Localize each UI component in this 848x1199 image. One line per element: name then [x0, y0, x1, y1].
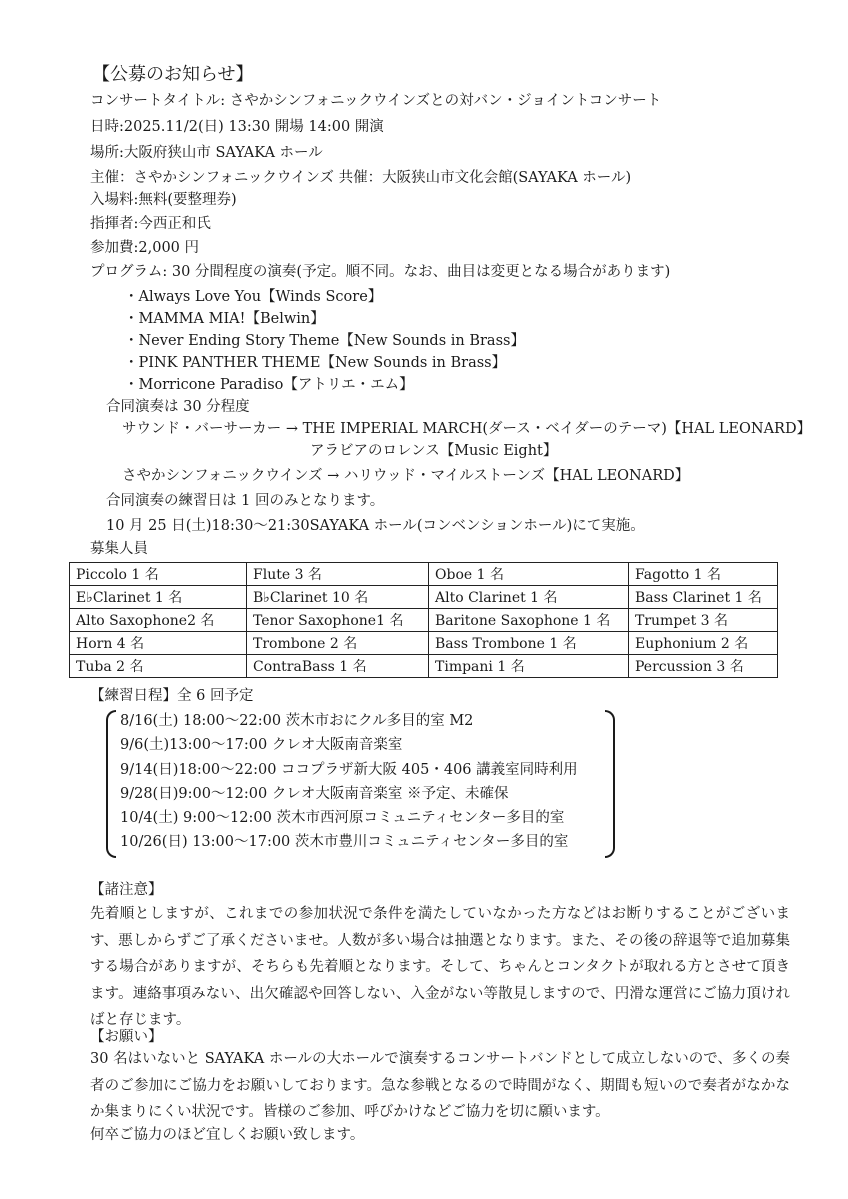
table-cell: Bass Trombone 1 名	[429, 632, 629, 655]
schedule-bracket-right	[605, 710, 615, 858]
joint-line: サウンド・バーサーカー → THE IMPERIAL MARCH(ダース・ベイダーのテーマ)【HAL LEONARD】	[122, 421, 812, 437]
notes-heading: 【諸注意】	[90, 882, 163, 898]
program-item: ・MAMMA MIA!【Belwin】	[124, 311, 325, 327]
table-cell: E♭Clarinet 1 名	[70, 586, 247, 609]
program-item: ・Never Ending Story Theme【New Sounds in Brass】	[124, 333, 525, 349]
concert-admission: 入場料:無料(要整理券)	[90, 192, 237, 208]
concert-date: 日時:2025.11/2(日) 13:30 開場 14:00 開演	[90, 119, 384, 135]
table-cell: Fagotto 1 名	[629, 563, 778, 586]
concert-place: 場所:大阪府狭山市 SAYAKA ホール	[90, 145, 323, 161]
table-cell: Trombone 2 名	[247, 632, 429, 655]
recruit-heading: 募集人員	[90, 541, 148, 557]
table-row	[70, 609, 778, 632]
program-item: ・PINK PANTHER THEME【New Sounds in Brass】	[124, 355, 507, 371]
concert-organizer: 主催：さやかシンフォニックウインズ 共催：大阪狭山市文化会館(SAYAKA ホール)	[90, 170, 632, 186]
schedule-item: 10/4(土) 9:00～12:00 茨木市西河原コミュニティセンター多目的室	[120, 810, 565, 826]
notes-text: 先着順としますが、これまでの参加状況で条件を満たしていなかった方などはお断りすることがございます、悪しからずご了承くださいませ。人数が多い場合は抽選となります。また、その後の辞退等で追加募集する場合がありますが、そちらも先着順となります。そして、ちゃんとコンタクトが取れる方とさせて頂きます。連絡事項みない、出欠確認や回答しない、入金がない等散見しますので、円滑な運営にご協力頂ければと存じます。	[90, 906, 790, 1028]
table-cell: ContraBass 1 名	[247, 655, 429, 678]
table-row	[70, 563, 778, 586]
table-cell: Horn 4 名	[70, 632, 247, 655]
schedule-bracket-left	[106, 710, 116, 858]
concert-title: コンサートタイトル: さやかシンフォニックウインズとの対バン・ジョイントコンサート	[90, 93, 662, 109]
joint-line: アラビアのロレンス【Music Eight】	[310, 443, 558, 459]
program-heading: プログラム: 30 分間程度の演奏(予定。順不同。なお、曲目は変更となる場合があります)	[90, 264, 671, 280]
schedule-item: 9/14(日)18:00～22:00 ココプラザ新大阪 405・406 講義室同時利用	[120, 762, 578, 778]
table-cell: Tenor Saxophone1 名	[247, 609, 429, 632]
table-cell: B♭Clarinet 10 名	[247, 586, 429, 609]
table-cell: Bass Clarinet 1 名	[629, 586, 778, 609]
table-cell: Trumpet 3 名	[629, 609, 778, 632]
table-cell: Baritone Saxophone 1 名	[429, 609, 629, 632]
joint-line: さやかシンフォニックウインズ → ハリウッド・マイルストーンズ【HAL LEONARD】	[122, 468, 690, 484]
joint-heading: 合同演奏は 30 分程度	[106, 399, 250, 415]
table-cell: Flute 3 名	[247, 563, 429, 586]
schedule-item: 9/28(日)9:00～12:00 クレオ大阪南音楽室 ※予定、未確保	[120, 786, 509, 802]
request-text: 30 名はいないと SAYAKA ホールの大ホールで演奏するコンサートバンドとして成立しないので、多くの奏者のご参加にご協力をお願いしております。急な参戦となるので時間がなく、期間も短いので奏者がなかなか集まりにくい状況です。皆様のご参加、呼びかけなどご協力を切に願います。	[90, 1051, 790, 1120]
table-row	[70, 655, 778, 678]
schedule-item: 10/26(日) 13:00～17:00 茨木市豊川コミュニティセンター多目的室	[120, 834, 569, 850]
table-cell: Euphonium 2 名	[629, 632, 778, 655]
joint-practice-note: 合同演奏の練習日は 1 回のみとなります。	[106, 493, 385, 509]
schedule-item: 8/16(土) 18:00～22:00 茨木市おにクル多目的室 M2	[120, 713, 474, 729]
schedule-item: 9/6(土)13:00～17:00 クレオ大阪南音楽室	[120, 737, 403, 753]
table-cell: Oboe 1 名	[429, 563, 629, 586]
recruit-table	[69, 562, 778, 678]
table-cell: Tuba 2 名	[70, 655, 247, 678]
program-item: ・Morricone Paradiso【アトリエ・エム】	[124, 377, 414, 393]
request-heading: 【お願い】	[90, 1029, 163, 1045]
program-item: ・Always Love You【Winds Score】	[124, 289, 383, 305]
participation-fee: 参加費:2,000 円	[90, 240, 200, 256]
table-row	[70, 586, 778, 609]
schedule-heading: 【練習日程】全 6 回予定	[90, 688, 254, 704]
table-cell: Percussion 3 名	[629, 655, 778, 678]
notice-title: 【公募のお知らせ】	[92, 64, 254, 85]
joint-practice-date: 10 月 25 日(土)18:30～21:30SAYAKA ホール(コンベンションホール)にて実施。	[106, 518, 645, 534]
concert-conductor: 指揮者:今西正和氏	[90, 216, 211, 232]
table-cell: Alto Clarinet 1 名	[429, 586, 629, 609]
table-cell: Piccolo 1 名	[70, 563, 247, 586]
table-cell: Alto Saxophone2 名	[70, 609, 247, 632]
closing-text: 何卒ご協力のほど宜しくお願い致します。	[90, 1127, 365, 1143]
table-row	[70, 632, 778, 655]
table-cell: Timpani 1 名	[429, 655, 629, 678]
